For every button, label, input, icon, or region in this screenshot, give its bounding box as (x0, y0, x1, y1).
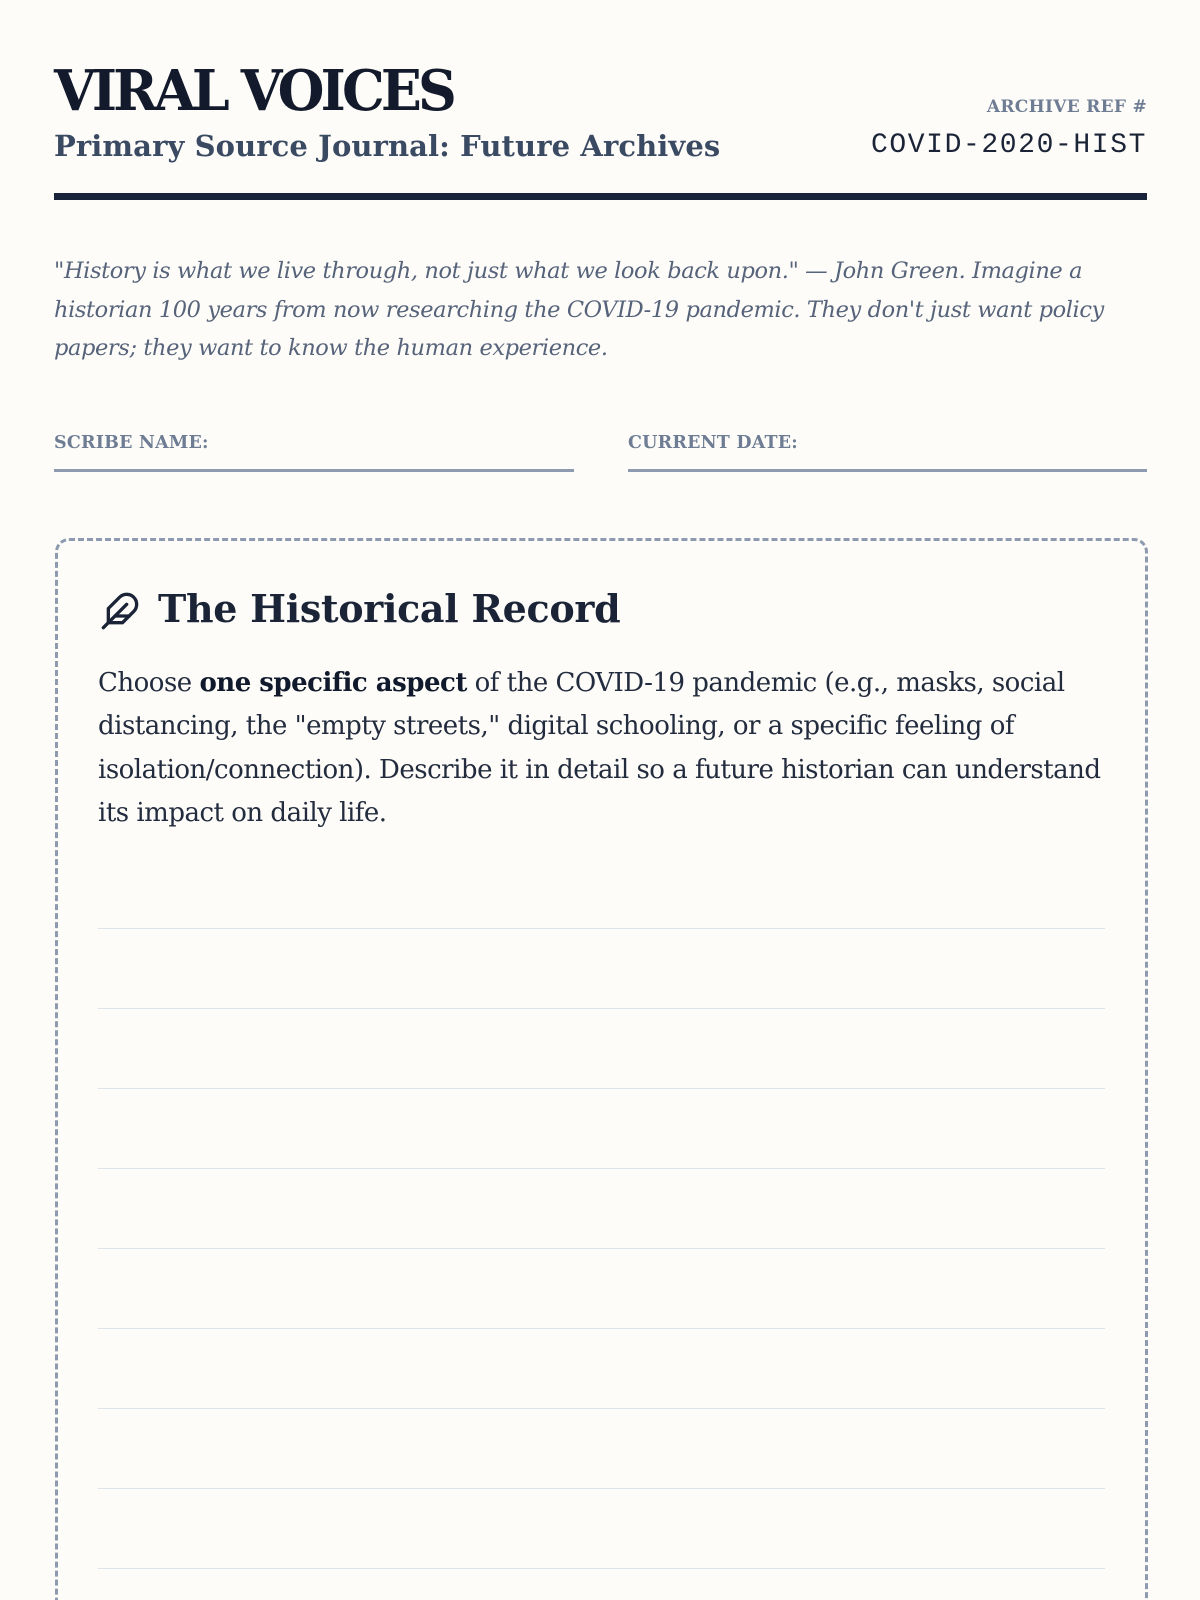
current-date-label: CURRENT DATE: (628, 433, 798, 453)
page-title: VIRAL VOICES (54, 58, 454, 124)
record-prompt (98, 662, 1108, 835)
scribe-name-label: SCRIBE NAME: (54, 433, 209, 453)
intro-paragraph: "History is what we live through, not just what we look back upon." — John Green. Imagine a historian 100 years from now researching the COVID-19 pandemic. They don't just want policy papers; they want to know the human experience. (54, 258, 1104, 361)
prompt-emphasis: one specific aspect (199, 668, 467, 698)
current-date-field[interactable] (628, 428, 1147, 472)
writing-line[interactable] (98, 1168, 1105, 1169)
writing-line[interactable] (98, 1408, 1105, 1409)
record-title: The Historical Record (158, 586, 621, 631)
archive-ref-code: COVID-2020-HIST (870, 130, 1147, 161)
writing-line[interactable] (98, 1008, 1105, 1009)
header-divider (54, 193, 1147, 200)
feather-icon (100, 591, 140, 631)
writing-line[interactable] (98, 1568, 1105, 1569)
page-subtitle: Primary Source Journal: Future Archives (54, 129, 721, 163)
page-header (54, 56, 1147, 200)
prompt-text-start: Choose (98, 668, 200, 698)
prompt-text-end: of the COVID-19 pandemic (e.g., masks, social distancing, the "empty streets," digital schooling, or a specific feeling of isolation/connection). Describe it in detail so a future historian can understand its impact on daily life. (98, 668, 1101, 828)
historical-record-box (55, 538, 1148, 1600)
writing-line[interactable] (98, 928, 1105, 929)
archive-ref-label: ARCHIVE REF # (986, 97, 1147, 117)
writing-line[interactable] (98, 1488, 1105, 1489)
scribe-name-field[interactable] (54, 428, 574, 472)
writing-line[interactable] (98, 1088, 1105, 1089)
writing-line[interactable] (98, 1248, 1105, 1249)
writing-line[interactable] (98, 1328, 1105, 1329)
